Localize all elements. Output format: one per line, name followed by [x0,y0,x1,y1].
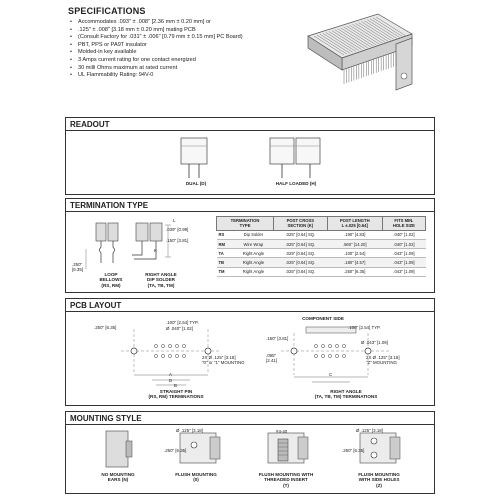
right-angle-caption: RIGHT ANGLE DIP SOLDER (TA, TB, TM) [145,272,177,288]
dim-label: B [174,383,177,388]
spec-item: • Accommodates .093" ± .008" [2.36 mm ± 0.20 mm] or [70,19,310,27]
dim-label: Ø .125" [3.18] [176,428,203,433]
section-divider [66,424,434,425]
table-cell: RS [217,230,234,239]
pcb-layout-section [65,298,435,406]
section-divider [66,211,434,212]
table-cell: .100" [2.54] [327,249,382,258]
connector-illustration [300,6,420,96]
pcb-hole [182,344,185,347]
pcb-hole [161,354,164,357]
table-cell: Right Angle [233,258,273,267]
dual-readout-diagram [166,136,226,180]
half-loaded-readout-diagram [266,136,326,180]
table-cell: .043" [1.09] [382,249,425,258]
table-cell: .025" [0.64] SQ. [274,267,327,276]
dim-label: .250" [72,262,83,267]
table-row [217,230,426,239]
pcb-hole [168,354,171,357]
table-cell: Right Angle [233,267,273,276]
dim-label: "Z" MOUNTING [366,360,397,365]
section-divider [66,130,434,131]
dim-label: .250" [6.35] [342,448,365,453]
dim-label: .250" [6.35] [94,325,117,330]
pcb-hole [342,344,345,347]
dim-label: .150" [3.81] [166,238,189,243]
table-cell: Dip Solder [233,230,273,239]
table-cell: .250" [6.35] [327,267,382,276]
dim-label: .100" [2.54] TYP. [348,325,381,330]
dim-label: [6.35] [72,267,83,272]
termination-table [216,216,426,277]
spec-item: • UL Flammability Rating: 94V-0 [70,72,310,80]
spec-item: • 3 Amps current rating for one contact energized [70,57,310,65]
table-cell: .025" [0.64] SQ. [274,239,327,248]
pcb-hole [314,354,317,357]
dim-label: Ø .040" [1.02] [166,326,193,331]
table-cell: RM [217,239,234,248]
table-cell: .043" [1.09] [382,267,425,276]
dim-label: .150" [3.81] [266,336,289,341]
dim-label: .100" [2.54] TYP. [166,320,199,325]
table-cell: .190" [4.83] [327,230,382,239]
table-header: POST CROSS SECTION (K) [274,217,327,231]
pcb-hole [335,344,338,347]
readout-title: READOUT [70,120,110,129]
dim-label: [2.41] [266,358,277,363]
dim-label: 2X Ø .125" [3.18] [366,355,400,360]
component-side-label: COMPONENT SIDE [302,316,344,321]
table-cell: Right Angle [233,249,273,258]
table-cell: TB [217,258,234,267]
table-cell: .043" [1.09] [382,258,425,267]
straight-pin-caption: STRAIGHT PIN (RS, RM) TERMINATIONS [148,389,204,400]
pcb-hole [342,354,345,357]
table-cell: .025" [0.64] SQ. [274,230,327,239]
dim-label: A [169,372,172,377]
pcb-hole [314,344,317,347]
no-mounting-ears-diagram [98,429,138,471]
pcb-hole [321,344,324,347]
pcb-hole [328,354,331,357]
dual-caption: DUAL (D) [185,181,207,186]
dim-label: .095" [266,353,277,358]
dim-label: D [169,378,173,383]
mounting-section [65,411,435,494]
dim-label: K [154,248,157,253]
table-cell: .560" [14.20] [327,239,382,248]
table-cell: .040" [1.02] [382,230,425,239]
spec-item: • .125" ± .008" [3.18 mm ± 0.20 mm] mating PCB [70,27,310,35]
threaded-insert-diagram [264,429,314,471]
table-row [217,258,426,267]
pcb-hole [321,354,324,357]
table-header: POST LENGTH L ±.025 [0.64] [327,217,382,231]
table-cell: TM [217,267,234,276]
pcb-hole [335,354,338,357]
table-cell: .025" [0.64] SQ. [274,249,327,258]
spec-item: • PBT, PPS or PA9T insulator [70,42,310,50]
table-cell: .040" [1.02] [382,239,425,248]
half-loaded-caption: HALF LOADED (H) [275,181,317,186]
table-row [217,249,426,258]
no-mounting-caption: NO MOUNTING EARS (N) [101,472,135,483]
specs-title: SPECIFICATIONS [68,6,146,16]
dim-label: .039" [0.99] [166,227,189,232]
section-divider [66,311,434,312]
specs-list [70,19,310,80]
table-header: FITS MIN. HOLE SIZE [382,217,425,231]
dim-label: .250" [6.35] [164,448,187,453]
pcb-hole [175,354,178,357]
dim-label: C [329,372,333,377]
pcb-hole [161,344,164,347]
table-cell: .025" [0.64] SQ. [274,258,327,267]
table-row [217,267,426,276]
termination-section [65,198,435,293]
right-angle-pcb-caption: RIGHT ANGLE (TA, TB, TM) TERMINATIONS [314,389,378,400]
spec-item: • (Consult Factory for .031" ± .006" [0.79 mm ± 0.15 mm] PC Board) [70,34,310,42]
dim-label: Ø .125" [3.18] [356,428,383,433]
flush-mounting-caption: FLUSH MOUNTING (0) [175,472,217,483]
termination-title: TERMINATION TYPE [70,201,149,210]
pcb-hole [175,344,178,347]
dim-label: L [173,218,176,223]
dim-label: 2X Ø .125" [3.18] [202,355,236,360]
dim-label: #4-40 [276,429,288,434]
table-row [217,239,426,248]
mounting-title: MOUNTING STYLE [70,414,142,423]
pcb-hole [154,354,157,357]
table-cell: TA [217,249,234,258]
readout-section [65,117,435,195]
table-header: TERMINATION TYPE [217,217,274,231]
table-cell: .180" [4.57] [327,258,382,267]
pcb-hole [168,344,171,347]
pcb-hole [154,344,157,347]
spec-item: • 30 milli Ohms maximum at rated current [70,65,310,73]
dim-label: "0" or "1" MOUNTING [202,360,245,365]
threaded-insert-caption: FLUSH MOUNTING WITH THREADED INSERT (T) [258,472,314,488]
pcb-hole [328,344,331,347]
pcb-layout-title: PCB LAYOUT [70,301,122,310]
table-cell: Wire Wrap [233,239,273,248]
dim-label: Ø .043" [1.09] [361,340,388,345]
loop-bellows-caption: LOOP BELLOWS (RS, RM) [99,272,123,288]
spec-item: • Molded-in key available [70,49,310,57]
side-holes-caption: FLUSH MOUNTING WITH SIDE HOLES (Z) [358,472,400,488]
pcb-hole [182,354,185,357]
